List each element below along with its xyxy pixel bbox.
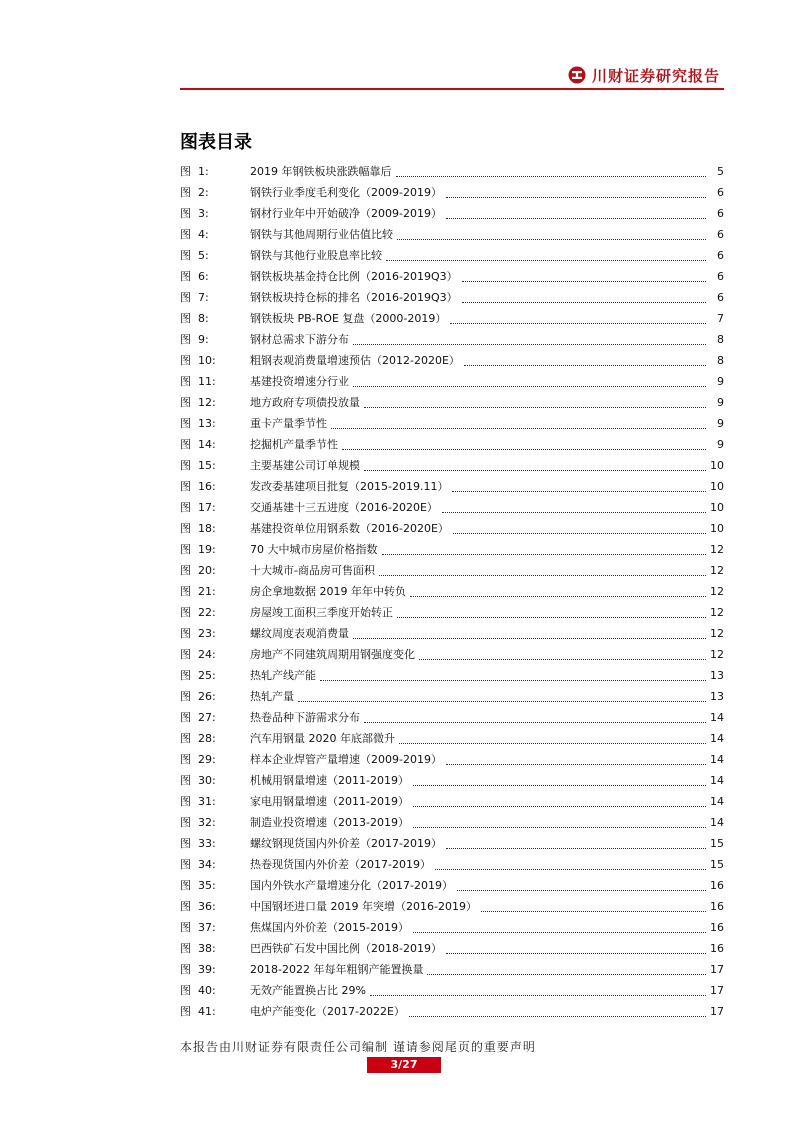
toc-figure-number: 图 18:	[180, 522, 216, 535]
toc-page-number: 7	[717, 312, 724, 325]
toc-dot-leader	[452, 490, 706, 492]
toc-figure-number: 图 20:	[180, 564, 216, 577]
toc-figure-number: 图 10:	[180, 354, 216, 367]
toc-figure-title: 制造业投资增速（2013-2019）	[250, 816, 409, 829]
toc-dot-leader	[386, 259, 706, 261]
toc-entry[interactable]	[180, 581, 724, 602]
toc-entry[interactable]	[180, 329, 724, 350]
toc-dot-leader	[364, 406, 706, 408]
toc-page-number: 15	[710, 837, 724, 850]
toc-page-number: 17	[710, 984, 724, 997]
toc-figure-number: 图 4:	[180, 228, 209, 241]
toc-figure-number: 图 12:	[180, 396, 216, 409]
toc-entry[interactable]	[180, 224, 724, 245]
toc-dot-leader	[364, 469, 706, 471]
toc-page-number: 10	[710, 480, 724, 493]
toc-figure-number: 图 33:	[180, 837, 216, 850]
toc-entry[interactable]	[180, 182, 724, 203]
toc-figure-number: 图 1:	[180, 165, 209, 178]
toc-page-number: 9	[717, 396, 724, 409]
toc-entry[interactable]	[180, 980, 724, 1001]
toc-figure-number: 图 38:	[180, 942, 216, 955]
toc-figure-title: 基建投资单位用钢系数（2016-2020E）	[250, 522, 449, 535]
toc-page-number: 14	[710, 795, 724, 808]
figure-list	[180, 161, 724, 1022]
toc-figure-title: 钢材总需求下游分布	[250, 333, 349, 346]
toc-entry[interactable]	[180, 749, 724, 770]
toc-figure-title: 螺纹钢现货国内外价差（2017-2019）	[250, 837, 442, 850]
toc-page-number: 13	[710, 690, 724, 703]
toc-page-number: 14	[710, 774, 724, 787]
toc-figure-number: 图 25:	[180, 669, 216, 682]
toc-dot-leader	[446, 196, 706, 198]
toc-figure-number: 图 5:	[180, 249, 209, 262]
toc-figure-number: 图 22:	[180, 606, 216, 619]
toc-dot-leader	[446, 952, 706, 954]
toc-figure-number: 图 21:	[180, 585, 216, 598]
toc-dot-leader	[435, 868, 706, 870]
toc-page-number: 12	[710, 648, 724, 661]
toc-page-number: 12	[710, 543, 724, 556]
toc-page-number: 9	[717, 417, 724, 430]
toc-page-number: 16	[710, 921, 724, 934]
toc-page-number: 6	[717, 249, 724, 262]
toc-entry[interactable]	[180, 686, 724, 707]
toc-dot-leader	[453, 532, 706, 534]
toc-dot-leader	[410, 595, 706, 597]
toc-dot-leader	[364, 721, 706, 723]
toc-figure-title: 无效产能置换占比 29%	[250, 984, 366, 997]
report-header	[568, 64, 720, 86]
toc-dot-leader	[320, 679, 706, 681]
toc-figure-number: 图 32:	[180, 816, 216, 829]
toc-figure-title: 地方政府专项债投放量	[250, 396, 360, 409]
toc-entry[interactable]	[180, 896, 724, 917]
toc-figure-title: 主要基建公司订单规模	[250, 459, 360, 472]
toc-dot-leader	[382, 553, 707, 555]
toc-figure-title: 电炉产能变化（2017-2022E）	[250, 1005, 405, 1018]
toc-dot-leader	[331, 427, 706, 429]
toc-figure-number: 图 19:	[180, 543, 216, 556]
toc-figure-number: 图 9:	[180, 333, 209, 346]
toc-figure-title: 机械用钢量增速（2011-2019）	[250, 774, 409, 787]
toc-entry[interactable]	[180, 707, 724, 728]
brand-title: 川财证券研究报告	[592, 66, 721, 85]
toc-page-number: 12	[710, 564, 724, 577]
toc-figure-number: 图 17:	[180, 501, 216, 514]
toc-figure-number: 图 41:	[180, 1005, 216, 1018]
toc-heading: 图表目录	[180, 132, 252, 153]
toc-figure-title: 钢铁与其他周期行业估值比较	[250, 228, 393, 241]
chuancai-logo-icon	[568, 66, 586, 84]
toc-figure-number: 图 35:	[180, 879, 216, 892]
toc-dot-leader	[353, 343, 706, 345]
toc-dot-leader	[397, 616, 706, 618]
toc-entry[interactable]	[180, 833, 724, 854]
toc-page-number: 16	[710, 942, 724, 955]
toc-page-number: 12	[710, 627, 724, 640]
toc-page-number: 6	[717, 228, 724, 241]
toc-dot-leader	[419, 658, 706, 660]
toc-figure-title: 热卷现货国内外价差（2017-2019）	[250, 858, 431, 871]
toc-dot-leader	[462, 301, 706, 303]
toc-figure-number: 图 15:	[180, 459, 216, 472]
toc-dot-leader	[481, 910, 706, 912]
toc-figure-number: 图 40:	[180, 984, 216, 997]
toc-entry[interactable]	[180, 938, 724, 959]
toc-entry[interactable]	[180, 560, 724, 581]
toc-entry[interactable]	[180, 497, 724, 518]
toc-figure-number: 图 14:	[180, 438, 216, 451]
toc-figure-number: 图 3:	[180, 207, 209, 220]
toc-dot-leader	[396, 175, 707, 177]
page-number-badge: 3/27	[367, 1057, 441, 1073]
toc-figure-title: 样本企业焊管产量增速（2009-2019）	[250, 753, 442, 766]
toc-entry[interactable]	[180, 644, 724, 665]
toc-entry[interactable]	[180, 287, 724, 308]
toc-figure-number: 图 28:	[180, 732, 216, 745]
toc-figure-title: 热轧产量	[250, 690, 294, 703]
toc-figure-title: 巴西铁矿石发中国比例（2018-2019）	[250, 942, 442, 955]
toc-figure-number: 图 13:	[180, 417, 216, 430]
toc-figure-title: 钢铁板块基金持仓比例（2016-2019Q3）	[250, 270, 458, 283]
toc-page-number: 8	[717, 354, 724, 367]
toc-figure-title: 钢铁行业季度毛利变化（2009-2019）	[250, 186, 442, 199]
toc-figure-title: 房地产不同建筑周期用钢强度变化	[250, 648, 415, 661]
toc-entry[interactable]	[180, 434, 724, 455]
toc-figure-number: 图 34:	[180, 858, 216, 871]
toc-dot-leader	[457, 889, 706, 891]
toc-page-number: 17	[710, 963, 724, 976]
footer-disclaimer: 本报告由川财证券有限责任公司编制 谨请参阅尾页的重要声明	[180, 1040, 536, 1054]
toc-figure-title: 家电用钢量增速（2011-2019）	[250, 795, 409, 808]
toc-figure-title: 汽车用钢量 2020 年底部微升	[250, 732, 395, 745]
toc-entry[interactable]	[180, 917, 724, 938]
toc-entry[interactable]	[180, 770, 724, 791]
toc-figure-number: 图 30:	[180, 774, 216, 787]
toc-figure-title: 重卡产量季节性	[250, 417, 327, 430]
toc-dot-leader	[353, 385, 706, 387]
toc-page-number: 14	[710, 711, 724, 724]
toc-dot-leader	[464, 364, 706, 366]
toc-dot-leader	[450, 322, 706, 324]
toc-figure-title: 2019 年钢铁板块涨跌幅靠后	[250, 165, 392, 178]
toc-dot-leader	[427, 973, 706, 975]
toc-dot-leader	[413, 931, 706, 933]
toc-entry[interactable]	[180, 539, 724, 560]
toc-dot-leader	[298, 700, 706, 702]
toc-figure-title: 中国钢坯进口量 2019 年突增（2016-2019）	[250, 900, 477, 913]
header-divider	[180, 88, 724, 90]
toc-figure-number: 图 24:	[180, 648, 216, 661]
toc-page-number: 9	[717, 438, 724, 451]
toc-entry[interactable]	[180, 476, 724, 497]
toc-entry[interactable]	[180, 455, 724, 476]
toc-dot-leader	[413, 826, 706, 828]
toc-figure-title: 70 大中城市房屋价格指数	[250, 543, 378, 556]
toc-dot-leader	[442, 511, 706, 513]
toc-dot-leader	[446, 763, 706, 765]
toc-page-number: 13	[710, 669, 724, 682]
toc-page-number: 10	[710, 522, 724, 535]
toc-page-number: 14	[710, 816, 724, 829]
toc-dot-leader	[413, 805, 706, 807]
toc-figure-title: 房屋竣工面积三季度开始转正	[250, 606, 393, 619]
toc-page-number: 10	[710, 459, 724, 472]
toc-figure-title: 热轧产线产能	[250, 669, 316, 682]
toc-figure-title: 螺纹周度表观消费量	[250, 627, 349, 640]
toc-page-number: 15	[710, 858, 724, 871]
toc-page-number: 16	[710, 879, 724, 892]
toc-figure-number: 图 6:	[180, 270, 209, 283]
toc-figure-title: 热卷品种下游需求分布	[250, 711, 360, 724]
toc-figure-number: 图 16:	[180, 480, 216, 493]
toc-dot-leader	[446, 217, 706, 219]
toc-figure-number: 图 27:	[180, 711, 216, 724]
toc-page-number: 17	[710, 1005, 724, 1018]
toc-page-number: 12	[710, 585, 724, 598]
toc-figure-number: 图 2:	[180, 186, 209, 199]
toc-entry[interactable]	[180, 518, 724, 539]
toc-entry[interactable]	[180, 791, 724, 812]
toc-entry[interactable]	[180, 875, 724, 896]
toc-page-number: 6	[717, 291, 724, 304]
toc-entry[interactable]	[180, 161, 724, 182]
toc-figure-number: 图 39:	[180, 963, 216, 976]
toc-figure-title: 国内外铁水产量增速分化（2017-2019）	[250, 879, 453, 892]
toc-dot-leader	[409, 1015, 706, 1017]
toc-figure-title: 基建投资增速分行业	[250, 375, 349, 388]
toc-figure-title: 十大城市-商品房可售面积	[250, 564, 375, 577]
toc-entry[interactable]	[180, 203, 724, 224]
toc-entry[interactable]	[180, 665, 724, 686]
toc-figure-number: 图 37:	[180, 921, 216, 934]
toc-dot-leader	[353, 637, 706, 639]
toc-page-number: 10	[710, 501, 724, 514]
toc-entry[interactable]	[180, 623, 724, 644]
toc-page-number: 14	[710, 753, 724, 766]
toc-entry[interactable]	[180, 392, 724, 413]
toc-figure-number: 图 31:	[180, 795, 216, 808]
toc-figure-number: 图 7:	[180, 291, 209, 304]
toc-figure-title: 发改委基建项目批复（2015-2019.11）	[250, 480, 449, 493]
toc-page-number: 12	[710, 606, 724, 619]
toc-figure-title: 房企拿地数据 2019 年年中转负	[250, 585, 406, 598]
toc-entry[interactable]	[180, 602, 724, 623]
toc-figure-number: 图 36:	[180, 900, 216, 913]
toc-dot-leader	[462, 280, 706, 282]
toc-dot-leader	[413, 784, 706, 786]
toc-figure-title: 焦煤国内外价差（2015-2019）	[250, 921, 409, 934]
toc-figure-title: 交通基建十三五进度（2016-2020E）	[250, 501, 438, 514]
toc-figure-number: 图 26:	[180, 690, 216, 703]
toc-entry[interactable]	[180, 245, 724, 266]
toc-dot-leader	[397, 238, 706, 240]
toc-entry[interactable]	[180, 266, 724, 287]
toc-dot-leader	[399, 742, 706, 744]
toc-page-number: 5	[717, 165, 724, 178]
toc-dot-leader	[379, 574, 706, 576]
toc-page-number: 8	[717, 333, 724, 346]
toc-page-number: 6	[717, 207, 724, 220]
toc-dot-leader	[342, 448, 706, 450]
toc-entry[interactable]	[180, 308, 724, 329]
toc-entry[interactable]	[180, 350, 724, 371]
toc-entry[interactable]	[180, 728, 724, 749]
toc-entry[interactable]	[180, 371, 724, 392]
toc-figure-title: 钢材行业年中开始破净（2009-2019）	[250, 207, 442, 220]
toc-page-number: 6	[717, 186, 724, 199]
toc-figure-title: 2018-2022 年每年粗钢产能置换量	[250, 963, 424, 976]
toc-figure-number: 图 11:	[180, 375, 216, 388]
toc-page-number: 14	[710, 732, 724, 745]
toc-figure-number: 图 8:	[180, 312, 209, 325]
toc-figure-title: 挖掘机产量季节性	[250, 438, 338, 451]
toc-entry[interactable]	[180, 1001, 724, 1022]
toc-figure-title: 粗钢表观消费量增速预估（2012-2020E）	[250, 354, 460, 367]
toc-dot-leader	[446, 847, 706, 849]
toc-page-number: 16	[710, 900, 724, 913]
toc-dot-leader	[370, 994, 706, 996]
toc-page-number: 9	[717, 375, 724, 388]
toc-entry[interactable]	[180, 854, 724, 875]
toc-entry[interactable]	[180, 812, 724, 833]
toc-figure-title: 钢铁板块持仓标的排名（2016-2019Q3）	[250, 291, 458, 304]
toc-entry[interactable]	[180, 959, 724, 980]
toc-figure-number: 图 29:	[180, 753, 216, 766]
toc-figure-number: 图 23:	[180, 627, 216, 640]
toc-entry[interactable]	[180, 413, 724, 434]
toc-page-number: 6	[717, 270, 724, 283]
toc-figure-title: 钢铁板块 PB-ROE 复盘（2000-2019）	[250, 312, 447, 325]
toc-figure-title: 钢铁与其他行业股息率比较	[250, 249, 382, 262]
